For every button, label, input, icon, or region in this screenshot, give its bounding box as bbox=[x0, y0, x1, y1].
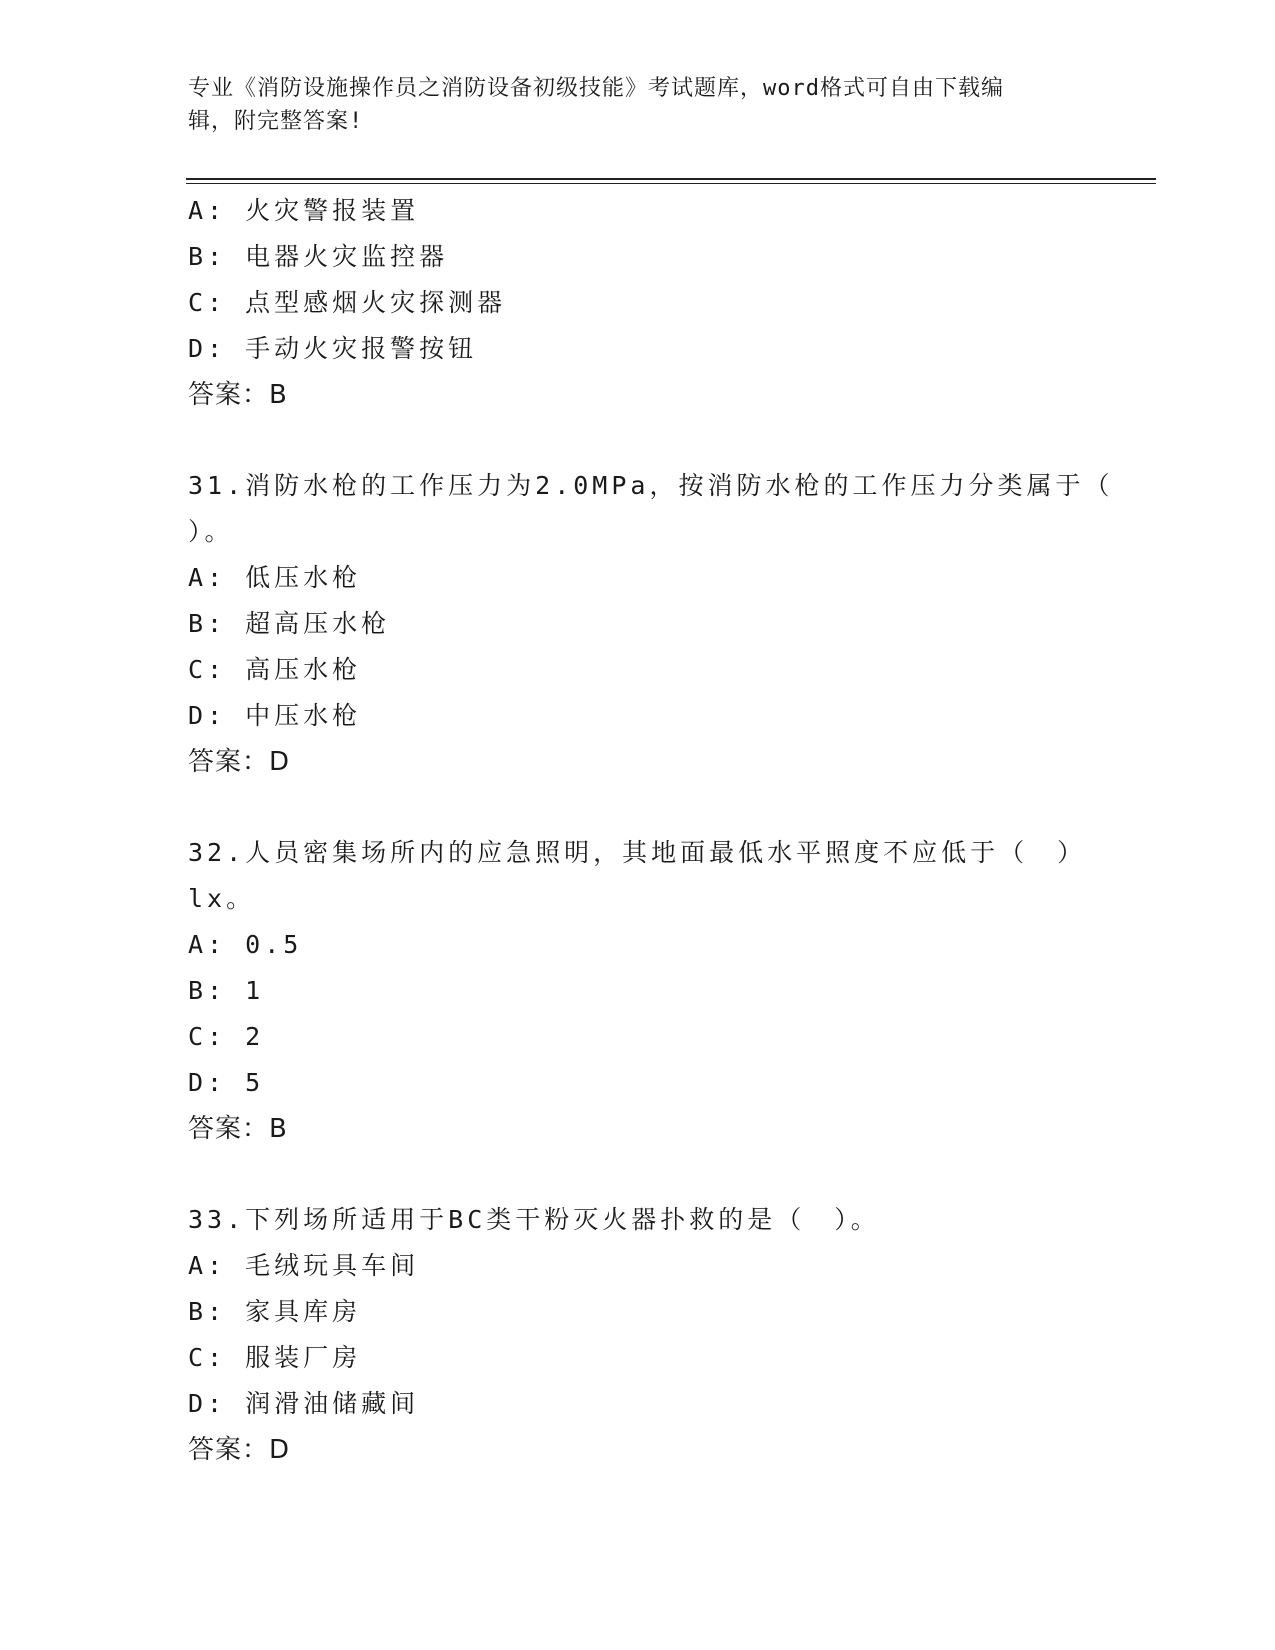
header-divider-thick bbox=[186, 178, 1156, 180]
question-33-option-b: B: 家具库房 bbox=[188, 1297, 362, 1326]
question-30-option-d: D: 手动火灾报警按钮 bbox=[188, 334, 478, 363]
question-31-block bbox=[188, 463, 1114, 785]
header-line-1: 专业《消防设施操作员之消防设备初级技能》考试题库，word格式可自由下载编 bbox=[188, 76, 1004, 101]
question-30-option-a: A: 火灾警报装置 bbox=[188, 196, 420, 225]
question-33-option-a: A: 毛绒玩具车间 bbox=[188, 1251, 420, 1280]
question-32-option-d: D: 5 bbox=[188, 1068, 265, 1097]
header-line-2: 辑，附完整答案! bbox=[188, 109, 364, 134]
question-33-block bbox=[188, 1197, 1088, 1473]
question-31-stem-line-2: ）。 bbox=[188, 517, 234, 546]
spacer bbox=[188, 418, 1088, 463]
question-31-option-b: B: 超高压水枪 bbox=[188, 609, 391, 638]
question-30-option-b: B: 电器火灾监控器 bbox=[188, 242, 449, 271]
question-list bbox=[188, 188, 1114, 1473]
question-32-option-c: C: 2 bbox=[188, 1022, 265, 1051]
question-32-option-b: B: 1 bbox=[188, 976, 265, 1005]
question-32-option-a: A: 0.5 bbox=[188, 930, 303, 959]
question-33-option-d: D: 润滑油储藏间 bbox=[188, 1389, 420, 1418]
spacer bbox=[188, 785, 1088, 830]
question-33-option-c: C: 服装厂房 bbox=[188, 1343, 362, 1372]
question-31-option-c: C: 高压水枪 bbox=[188, 655, 362, 684]
document-header bbox=[188, 72, 1068, 138]
question-31-option-d: D: 中压水枪 bbox=[188, 701, 362, 730]
question-31-answer: 答案：D bbox=[188, 747, 291, 777]
spacer bbox=[188, 1152, 1088, 1197]
question-30-option-c: C: 点型感烟火灾探测器 bbox=[188, 288, 507, 317]
question-32-block bbox=[188, 830, 1088, 1152]
question-33-answer: 答案：D bbox=[188, 1435, 291, 1465]
question-31-stem-line-1: 31.消防水枪的工作压力为2.0MPa，按消防水枪的工作压力分类属于（ bbox=[188, 471, 1114, 500]
question-32-stem-line-2: lx。 bbox=[188, 884, 256, 913]
question-31-option-a: A: 低压水枪 bbox=[188, 563, 362, 592]
question-30-answer: 答案：B bbox=[188, 380, 288, 410]
question-32-stem-line-1: 32.人员密集场所内的应急照明，其地面最低水平照度不应低于（ ） bbox=[188, 838, 1087, 867]
question-32-answer: 答案：B bbox=[188, 1114, 288, 1144]
header-divider-thin bbox=[186, 183, 1156, 184]
question-33-stem-line-1: 33.下列场所适用于BC类干粉灭火器扑救的是（ ）。 bbox=[188, 1205, 880, 1234]
question-30-block bbox=[188, 188, 1088, 418]
